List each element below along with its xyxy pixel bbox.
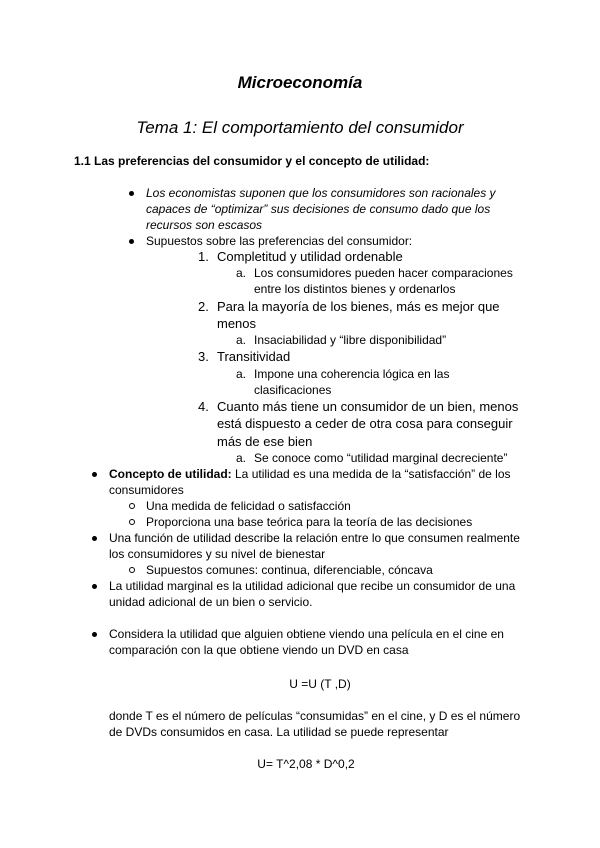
section-heading: 1.1 Las preferencias del consumidor y el concepto de utilidad:	[74, 154, 430, 168]
list-item-text: Completitud y utilidad ordenable	[217, 249, 403, 264]
paragraph-text: donde T es el número de películas “consumidas” en el cine, y D es el número	[109, 709, 521, 723]
concept-line	[109, 466, 511, 482]
formula-utility: U =U (T ,D)	[289, 677, 351, 691]
concept-text: La utilidad es una medida de la “satisfacción” de los	[231, 467, 511, 481]
sub-bullet-icon	[129, 519, 135, 525]
concept-label: Concepto de utilidad:	[109, 467, 232, 481]
bullet-text: La utilidad marginal es la utilidad adicional que recibe un consumidor de una	[109, 579, 516, 593]
list-item-text: Transitividad	[217, 349, 291, 364]
list-number: 1.	[198, 249, 209, 264]
bullet-text: Los economistas suponen que los consumidores son racionales y	[146, 186, 496, 200]
sub-bullet-icon	[129, 567, 135, 573]
bullet-text: Una función de utilidad describe la relación entre lo que consumen realmente	[109, 531, 520, 545]
list-item-text: más de ese bien	[217, 434, 313, 449]
bullet-text: comparación con la que obtiene viendo un DVD en casa	[109, 643, 409, 657]
bullet-text: recursos son escasos	[146, 218, 263, 232]
document-subtitle: Tema 1: El comportamiento del consumidor	[136, 118, 464, 137]
bullet-icon	[92, 632, 97, 637]
sub-item-text: Los consumidores pueden hacer comparaciones	[254, 266, 513, 280]
bullet-icon	[92, 536, 97, 541]
bullet-text: Supuestos sobre las preferencias del consumidor:	[146, 234, 413, 248]
list-item-text: Para la mayoría de los bienes, más es mejor que	[217, 299, 500, 314]
sub-item-letter: a.	[236, 333, 247, 347]
bullet-icon	[129, 191, 134, 196]
sub-item-letter: a.	[236, 367, 247, 381]
sub-item-text: Insaciabilidad y “libre disponibilidad”	[254, 333, 447, 347]
sub-item-text: Se conoce como “utilidad marginal decreciente”	[254, 451, 508, 465]
bullet-icon	[92, 472, 97, 477]
sub-item-text: entre los distintos bienes y ordenarlos	[254, 282, 456, 296]
sub-item-text: clasificaciones	[254, 383, 332, 397]
sub-bullet-icon	[129, 503, 135, 509]
list-number: 2.	[198, 299, 209, 314]
bullet-text: Considera la utilidad que alguien obtiene viendo una película en el cine en	[109, 627, 504, 641]
list-number: 4.	[198, 399, 209, 414]
sub-bullet-text: Una medida de felicidad o satisfacción	[146, 499, 351, 513]
list-number: 3.	[198, 349, 209, 364]
bullet-icon	[129, 239, 134, 244]
sub-bullet-text: Supuestos comunes: continua, diferenciable, cóncava	[146, 563, 433, 577]
list-item-text: está dispuesto a ceder de otra cosa para conseguir	[217, 416, 513, 431]
bullet-text: los consumidores y su nivel de bienestar	[109, 547, 326, 561]
document-title: Microeconomía	[237, 73, 363, 92]
sub-item-letter: a.	[236, 451, 247, 465]
bullet-icon	[92, 584, 97, 589]
bullet-text: capaces de “optimizar” sus decisiones de consumo dado que los	[146, 202, 491, 216]
formula-cobb-douglas: U= T^2,08 * D^0,2	[257, 757, 355, 771]
paragraph-text: de DVDs consumidos en casa. La utilidad se puede representar	[109, 725, 449, 739]
concept-line: consumidores	[109, 483, 184, 497]
sub-bullet-text: Proporciona una base teórica para la teoría de las decisiones	[146, 515, 473, 529]
list-item-text: Cuanto más tiene un consumidor de un bien, menos	[217, 399, 519, 414]
bullet-text: unidad adicional de un bien o servicio.	[109, 595, 313, 609]
sub-item-text: Impone una coherencia lógica en las	[254, 367, 450, 381]
list-item-text: menos	[217, 316, 257, 331]
sub-item-letter: a.	[236, 266, 247, 280]
